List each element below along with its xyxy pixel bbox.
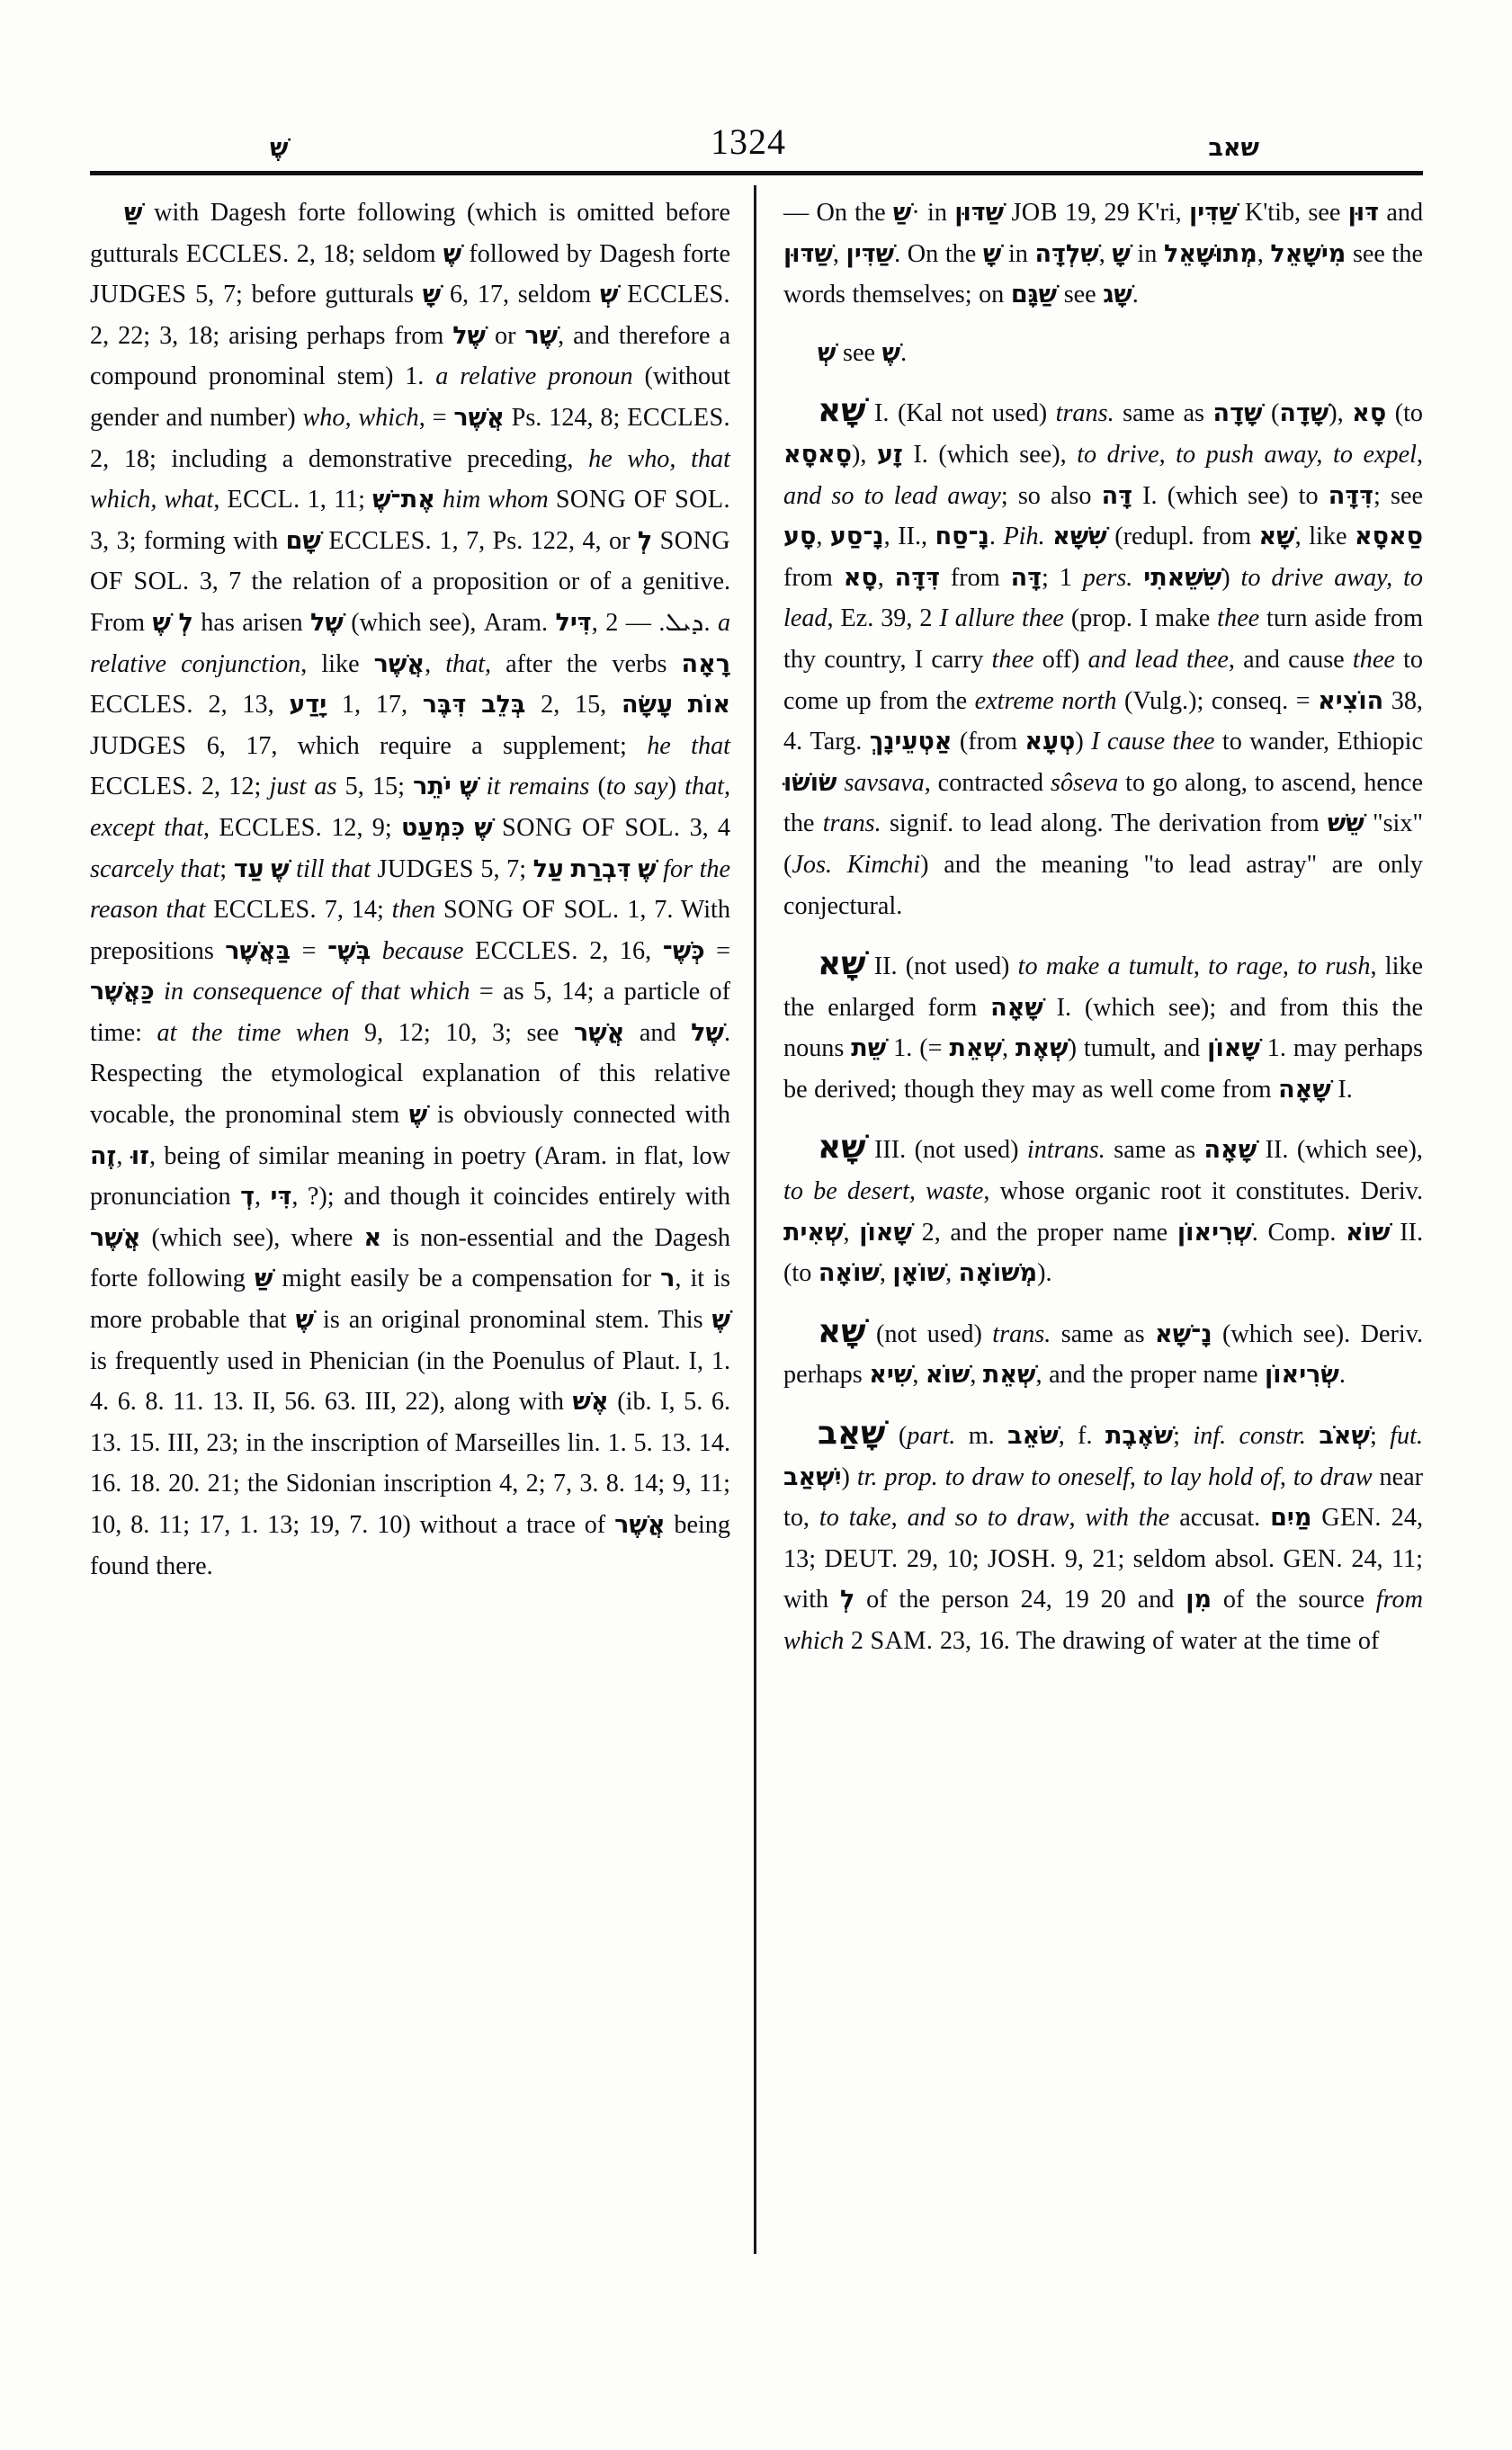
hebrew-word: שָׁ [1112, 239, 1131, 268]
gloss-italic: and so [907, 1504, 978, 1533]
gloss-italic: and lead [1087, 645, 1178, 674]
book-abbreviation: SONG OF SOL. [90, 526, 731, 596]
hebrew-word: שֶׁ [408, 1101, 428, 1130]
gloss-italic: at the time when [157, 1018, 350, 1047]
gloss-italic: tr. prop. [856, 1462, 938, 1491]
hebrew-word: דָּה [1101, 481, 1133, 510]
hebrew-word: שָׁאָה [1278, 1075, 1331, 1104]
hebrew-word: שְׁאֵת [949, 1034, 1003, 1063]
book-abbreviation: DEUT. [824, 1544, 899, 1573]
page-number: 1324 [710, 121, 786, 162]
gloss-italic: to rage, to rush [1208, 952, 1371, 981]
book-abbreviation: ECCLES. [627, 403, 730, 432]
book-abbreviation: GEN. [1283, 1544, 1343, 1573]
hebrew-word: שָׁדָה [1279, 399, 1329, 428]
hebrew-word: שָׁדָה [1212, 399, 1263, 428]
hebrew-word: שָׁאָה [1203, 1136, 1257, 1165]
hebrew-word: שָׁ [982, 239, 1002, 268]
hebrew-word: לְ [839, 1586, 855, 1614]
hebrew-word: עָשָׂה [621, 691, 673, 720]
hebrew-word: שַׁדּוּן [783, 239, 833, 268]
entry-body: II. (not used) to make a tumult, to rage, to rush, like the enlarged form שָׁאָה I. (which see); and from this the nouns שֵׁת 1. (= שְׁאֵת, שְׁאֶת) tumult, and שָׁאוֹן 1. may perhaps be derived; though they may as well come from שָׁאָה I. [783, 952, 1423, 1104]
gloss-italic: scarcely that [90, 854, 220, 883]
gloss-italic: trans. [822, 809, 881, 838]
gloss-italic: for the reason that [90, 854, 731, 925]
left-paragraph-1: שַּׁ with Dagesh forte following (which is omitted before gutturals ECCLES. 2, 18; seldom שֶׁ followed by Dagesh forte JUDGES 5, 7; before gutturals שָׁ 6, 17, seldom שְׁ ECCLES. 2, 22; 3, 18; arising perhaps from שֶׁל or שֶׁר, and therefore a compound pronominal stem) 1. a relative pronoun (without gender and number) who, which, = אֲשֶׁר Ps. 124, 8; ECCLES. 2, 18; including a demonstrative preceding, he who, that which, what, ECCL. 1, 11; אֶת־שֶׁ him whom SONG OF SOL. 3, 3; forming with שָׁם ECCLES. 1, 7, Ps. 122, 4, or לְ SONG OF SOL. 3, 7 the relation of a proposition or of a genitive. From שֶׁ לְ has arisen שֶׁל (which see), Aram. דִּיל, ܕܝܠ. — 2. a relative conjunction, like אֲשֶׁר, that, after the verbs רָאָה ECCLES. 2, 13, יָדַע 1, 17, דִּבֶּר בְּלֵב 2, 15, עָשָׂה אוֹת JUDGES 6, 17, which require a supplement; he that ECCLES. 2, 12; just as 5, 15; יֹתֵר שֶׁ it remains (to say) that, except that, ECCLES. 12, 9; כִּמְעַט שֶׁ SONG OF SOL. 3, 4 scarcely that; עַד שֶׁ till that JUDGES 5, 7; עַל דִּבְרַת שֶׁ for the reason that ECCLES. 7, 14; then SONG OF SOL. 1, 7. With prepositions בַּאֲשֶׁר = בְּשֶׁ־ because ECCLES. 2, 16, כְּשֶׁ־ = כַּאֲשֶׁר in consequence of that which = as 5, 14; a particle of time: at the time when 9, 12; 10, 3; see אֲשֶׁר and שֶׁל. Respecting the etymological explanation of this relative vocable, the pronominal stem שֶׁ is obviously connected with זֶה, זוּ, being of similar meaning in poetry (Aram. in flat, low pronunciation דְ, דִּי, ?); and though it coincides entirely with אֲשֶׁר (which see), where א is non-essential and the Dagesh forte following שַּׁ might easily be a compensation for ר, it is more probable that שֶׁ is an original pronominal stem. This שֶׁ is frequently used in Phenician (in the Poenulus of Plaut. I, 1. 4. 6. 8. 11. 13. II, 56. 63. III, 22), along with אֶשׁ (ib. I, 5. 6. 13. 15. III, 23; in the inscription of Marseilles lin. 1. 5. 13. 14. 16. 18. 20. 21; the Sidonian inscription 4, 2; 7, 3. 8. 14; 9, 11; 10, 8. 11; 17, 1. 13; 19, 7. 10) without a trace of אֲשֶׁר being found there. [90, 199, 731, 1580]
gloss-italic: from which [783, 1586, 1423, 1655]
hebrew-word: נָ־סַח [935, 523, 989, 551]
gloss-italic: who, which [302, 403, 419, 432]
book-abbreviation: SAM. [870, 1627, 934, 1655]
hebrew-word: שֶׁ [711, 1306, 730, 1335]
book-abbreviation: GEN. [1321, 1504, 1382, 1533]
hebrew-word: אֶשׁ [572, 1388, 609, 1417]
book-abbreviation: SONG OF SOL. [555, 486, 730, 514]
book-abbreviation: ECCLES. [185, 239, 290, 268]
gloss-italic: to take [819, 1504, 891, 1533]
hebrew-word: מְתוּשָׁאֵל [1164, 239, 1257, 268]
hebrew-word: שֶׁל [452, 321, 487, 350]
book-abbreviation: ECCLES. [627, 281, 730, 309]
hebrew-word: שִׁיא [869, 1361, 913, 1390]
hebrew-word: שֶׁר [524, 321, 559, 350]
gloss-italic: it remains [486, 773, 590, 801]
hebrew-word: שְׁרִיאוֹן [1176, 1218, 1252, 1247]
hebrew-word: כַּאֲשֶׁר [90, 978, 155, 1006]
hebrew-word: שָׁאוֹן [1207, 1034, 1260, 1063]
hebrew-word: שַׁדּוּן [954, 199, 1005, 227]
hebrew-word: מִישָׁאֵל [1270, 239, 1346, 268]
hebrew-word: דִּבְרַת [570, 854, 631, 883]
gloss-italic: to draw [1293, 1462, 1373, 1491]
hebrew-word: שְׁאֵת [982, 1361, 1036, 1390]
entry-body: (part. m. שֹׁאֵב, f. שֹׁאֶבֶת; inf. constr. שְׁאֹב; fut. יִשְׁאַב) tr. prop. to draw to oneself, to lay hold of, to draw near to, to take, and so to draw, with the accusat. מַיִם GEN. 24, 13; DEUT. 29, 10; JOSH. 9, 21; seldom absol. GEN. 24, 11; with לְ of the person 24, 19 20 and מִן of the source from which 2 SAM. 23, 16. The drawing of water at the time of [783, 1422, 1424, 1655]
gloss-italic: to lead away [863, 481, 1001, 510]
right-paragraph-she-see: שְׁ see שֶׁ. [818, 338, 908, 367]
hebrew-word: סָע [783, 523, 817, 551]
header-rule [90, 171, 1423, 175]
hebrew-word: שַׁ [892, 199, 912, 227]
book-abbreviation: JOB [1011, 199, 1058, 227]
hebrew-word: אֲשֶׁר [90, 1223, 141, 1252]
hebrew-word: נָ־שָׁא [1155, 1319, 1212, 1348]
gloss-italic: to be desert, waste [783, 1177, 984, 1206]
gloss-italic: sôseva [1051, 768, 1119, 797]
gloss-italic: to make a tumult [1017, 952, 1194, 981]
hebrew-word: שֶׁל [691, 1018, 724, 1047]
left-column [90, 185, 756, 2254]
book-abbreviation: JUDGES [90, 281, 187, 309]
hebrew-word: שְׁאֶת [1015, 1034, 1069, 1063]
hebrew-word: שֶׁ [152, 608, 172, 637]
hebrew-word: שֶׁ [638, 854, 657, 883]
hebrew-word: רָאָה [681, 649, 730, 678]
hebrew-word: לְ [178, 608, 193, 637]
hebrew-word: כִּמְעַט [400, 813, 466, 842]
gloss-italic: with the [1085, 1504, 1170, 1533]
hebrew-word: שֶׁ [474, 813, 493, 842]
gloss-italic: he that [647, 731, 730, 760]
hebrew-word: סָאסָא [783, 440, 853, 469]
hebrew-word: טְעָא [1024, 728, 1076, 756]
hebrew-word: עַד [233, 854, 264, 883]
dictionary-entry-shaw-4 [783, 1311, 1423, 1396]
hebrew-word: שֶׁ [443, 239, 462, 268]
gloss-italic: savsava [844, 768, 925, 797]
hebrew-word: שׁוֹא [925, 1361, 971, 1390]
gloss-italic: trans. [1055, 399, 1114, 428]
hebrew-word: דִּדָּה [1328, 481, 1374, 510]
book-abbreviation: JOSH. [987, 1544, 1057, 1573]
right-column [756, 185, 1423, 2254]
hebrew-word: שְׂרִיאוֹן [1265, 1361, 1339, 1390]
gloss-italic: to lay hold of [1142, 1462, 1280, 1491]
running-head [90, 97, 1421, 162]
entry-headword: שָׁא [818, 945, 866, 983]
hebrew-word: שָׁאָה [990, 993, 1043, 1022]
hebrew-word: יֹתֵר [413, 773, 452, 801]
hebrew-word: דִּבֶּר [422, 691, 467, 720]
gloss-italic: in consequence of that which [164, 978, 470, 1006]
hebrew-word: יִשְׁאַב [783, 1462, 842, 1491]
hebrew-word: שֶׁ [881, 338, 901, 367]
gloss-italic: just as [269, 773, 337, 801]
book-abbreviation: SONG OF SOL. [443, 896, 620, 925]
gloss-italic: thee [1172, 728, 1215, 756]
book-abbreviation: JUDGES [377, 854, 474, 883]
hebrew-word: שׁוֹאָן [892, 1259, 946, 1288]
book-abbreviation: ECCLES. [90, 773, 193, 801]
hebrew-word: שִׁשָּׁא [1052, 523, 1107, 551]
hebrew-word: מִן [1185, 1586, 1212, 1614]
book-abbreviation: ECCLES. [219, 813, 323, 842]
two-column-body [90, 185, 1423, 2254]
hebrew-word: שֵׁת [851, 1034, 887, 1063]
gloss-italic: I allure [939, 604, 1015, 633]
hebrew-word: דִּיל [555, 608, 592, 637]
hebrew-word: לְ [637, 526, 653, 555]
book-abbreviation: ECCLES. [90, 691, 193, 720]
running-head-right-word: שאב [1208, 134, 1259, 162]
hebrew-word: דִּי [270, 1183, 292, 1212]
hebrew-word: ר [660, 1265, 675, 1293]
gloss-italic: thee [991, 645, 1034, 674]
hebrew-word: שִׁלְדָּה [1034, 239, 1099, 268]
gloss-italic: till that [296, 854, 371, 883]
gloss-italic: a relative pronoun [435, 362, 633, 391]
gloss-italic: and so [783, 481, 854, 510]
hebrew-word: שָׁם [285, 526, 321, 555]
hebrew-word: שָׁאוֹן [859, 1218, 912, 1247]
hebrew-word: שׁוֹאָה [818, 1259, 880, 1288]
gloss-italic: thee [1217, 604, 1260, 633]
gloss-italic: extreme north [974, 686, 1117, 715]
gloss-italic: Pih. [1003, 523, 1045, 551]
gloss-italic: fut. [1390, 1422, 1423, 1451]
entry-body: I. (Kal not used) trans. same as שָׁדָה (שָׁדָה), סָא (to סָאסָא), זָע I. (which see), to drive, to push away, to expel, and so to lead away; so also דָּה I. (which see) to דִּדָּה; see סָע, נָ־סַע, II., נָ־סַח. Pih. שִׁשָּׁא (redupl. from שָׁא, like סַאסָא from סָא, דִּדָּה from דָּה; 1 pers. שִׁשֵׁאתִי) to drive away, to lead, Ez. 39, 2 I allure thee (prop. I make thee turn aside from thy country, I carry thee off) and lead thee, and cause thee to come up from the extreme north (Vulg.); conseq. = הוֹצִיא 38, 4. Targ. אַטְעֵינָךְ (from טְעָא) I cause thee to wander, Ethiopic שׂוֹשׂוּ savsava, contracted sôseva to go along, to ascend, hence the trans. signif. to lead along. The derivation from שֵׁשׁ "six" (Jos. Kimchi) and the meaning "to lead astray" are only conjectural. [783, 399, 1424, 920]
hebrew-word: סָא [843, 563, 878, 592]
entry-headword: שָׁא [818, 1129, 866, 1167]
hebrew-word: סַאסָא [1354, 523, 1423, 551]
dictionary-entry-shaw-2 [783, 943, 1423, 1110]
right-paragraph-on-the-she: — On the שַׁ· in שַׁדּוּן JOB 19, 29 K'ri, שַׁדִּין K'tib, see דּוּן and שַׁדּוּן, שַׁדִּין. On the שָׁ in שִׁלְדָּה, שָׁ in מְתוּשָׁאֵל, מִישָׁאֵל see the words themselves; on שַׁגָּם see שָׁג. [783, 199, 1424, 309]
hebrew-word: שַּׁ [254, 1265, 273, 1293]
gloss-italic: a relative conjunction [90, 608, 731, 678]
hebrew-word: בְּלֵב [481, 691, 526, 720]
gloss-italic: constr. [1239, 1422, 1306, 1451]
book-abbreviation: ECCL. [227, 486, 300, 514]
hebrew-word: סָא [1352, 399, 1387, 428]
gloss-italic: Jos. Kimchi [792, 850, 921, 879]
running-head-left-word: שֶׁ [270, 134, 289, 162]
gloss-italic: inf. [1193, 1422, 1227, 1451]
hebrew-word: שַּׁ [124, 199, 143, 227]
gloss-italic: that, [684, 773, 731, 801]
gloss-italic: to oneself [1031, 1462, 1130, 1491]
gloss-italic: then [391, 896, 436, 925]
hebrew-word: שַׁגָּם [1010, 281, 1058, 309]
hebrew-word: שִׁשֵׁאתִי [1143, 563, 1222, 592]
book-abbreviation: SONG OF SOL. [502, 813, 681, 842]
dictionary-entry-shaw-1 [783, 390, 1423, 926]
gloss-italic: to drive, to push away, to expel [1077, 440, 1417, 469]
hebrew-word: עַל [532, 854, 564, 883]
hebrew-word: שַׁדִּין [845, 239, 895, 268]
entry-body: (not used) trans. same as נָ־שָׁא (which see). Deriv. perhaps שִׁיא, שׁוֹא, שְׁאֵת, and the proper name שְׂרִיאוֹן. [783, 1319, 1424, 1390]
hebrew-word: שַׁדִּין [1189, 199, 1238, 227]
gloss-italic: I cause [1091, 728, 1166, 756]
book-abbreviation: ECCLES. [475, 936, 578, 965]
hebrew-word: שֹׁאֵב [1007, 1422, 1059, 1451]
gloss-italic: to drive away, to lead [783, 563, 1424, 633]
hebrew-word: א [363, 1223, 382, 1252]
hebrew-word: שֶׁ [460, 773, 479, 801]
hebrew-word: שְׁאֹב [1319, 1422, 1370, 1451]
hebrew-word: שְׁ [818, 338, 837, 367]
gloss-italic: part. [907, 1422, 956, 1451]
gloss-italic: intrans. [1026, 1136, 1105, 1165]
hebrew-word: אֲשֶׁר [614, 1511, 666, 1539]
hebrew-word: שָׁ [422, 281, 442, 309]
hebrew-word: כְּשֶׁ־ [662, 936, 705, 965]
hebrew-word: אֶת־שֶׁ [372, 486, 435, 514]
hebrew-word: שְׁ [599, 281, 619, 309]
gloss-italic: him whom [442, 486, 549, 514]
gloss-italic: because [381, 936, 464, 965]
book-abbreviation: ECCLES. [328, 526, 433, 555]
hebrew-word: שֵׁשׁ [1327, 809, 1364, 838]
gloss-italic: thee [1185, 645, 1229, 674]
hebrew-word: שֶׁ [271, 854, 290, 883]
book-abbreviation: ECCLES. [213, 896, 317, 925]
book-abbreviation: JUDGES [90, 731, 187, 760]
entry-headword: שָׁא [818, 392, 866, 430]
entry-headword: שָׁאַב [818, 1415, 886, 1453]
hebrew-word: נָ־סַע [829, 523, 884, 551]
hebrew-word: שֶׁל [310, 608, 344, 637]
gloss-italic: trans. [992, 1319, 1051, 1348]
hebrew-word: בְּשֶׁ־ [327, 936, 371, 965]
hebrew-word: אֲשֶׁר [573, 1018, 625, 1047]
gloss-italic: that, [445, 649, 492, 678]
hebrew-word: אֲשֶׁר [373, 649, 425, 678]
hebrew-word: שָׁג [1103, 281, 1132, 309]
hebrew-word: אֲשֶׁר [453, 403, 505, 432]
hebrew-word: אוֹת [687, 691, 731, 720]
hebrew-word: אַטְעֵינָךְ [869, 728, 953, 756]
gloss-italic: to draw [987, 1504, 1069, 1533]
hebrew-word: יָדַע [289, 691, 327, 720]
hebrew-word: שֹׁאֶבֶת [1105, 1422, 1174, 1451]
hebrew-word: מַיִם [1270, 1504, 1312, 1533]
hebrew-word: הוֹצִיא [1318, 686, 1384, 715]
gloss-italic: pers. [1082, 563, 1133, 592]
gloss-italic: thee [1021, 604, 1064, 633]
gloss-italic: he who, that which, what [90, 444, 730, 514]
hebrew-word: דְ [240, 1183, 255, 1212]
hebrew-word: דָּה [1010, 563, 1042, 592]
entry-body: III. (not used) intrans. same as שָׁאָה II. (which see), to be desert, waste, whose organic root it constitutes. Deriv. שְׁאִית, שָׁאוֹן 2, and the proper name שְׁרִיאוֹן. Comp. שׁוֹא II. (to שׁוֹאָה, שׁוֹאָן, מְשׁוֹאָה). [783, 1136, 1424, 1288]
dictionary-entry-shaav [783, 1413, 1423, 1662]
gloss-italic: except that [90, 813, 204, 842]
hebrew-word: שֶׁ [295, 1306, 315, 1335]
gloss-italic: to draw [944, 1462, 1024, 1491]
gloss-italic: to say [605, 773, 668, 801]
hebrew-word: זוּ [130, 1141, 149, 1170]
hebrew-word: בַּאֲשֶׁר [225, 936, 291, 965]
hebrew-word: שָׁא [1258, 523, 1295, 551]
hebrew-word: שׁוֹא [1346, 1218, 1391, 1247]
hebrew-word: זֶה [90, 1141, 117, 1170]
gloss-italic: thee [1352, 645, 1395, 674]
hebrew-word: מְשׁוֹאָה [958, 1259, 1038, 1288]
dictionary-entry-shaw-3 [783, 1127, 1423, 1293]
hebrew-word: שׂוֹשׂוּ [783, 768, 837, 797]
hebrew-word: שְׁאִית [783, 1218, 844, 1247]
entry-headword: שָׁא [818, 1312, 866, 1350]
hebrew-word: דּוּן [1347, 199, 1380, 227]
hebrew-word: זָע [877, 440, 903, 469]
hebrew-word: דִּדָּה [894, 563, 940, 592]
